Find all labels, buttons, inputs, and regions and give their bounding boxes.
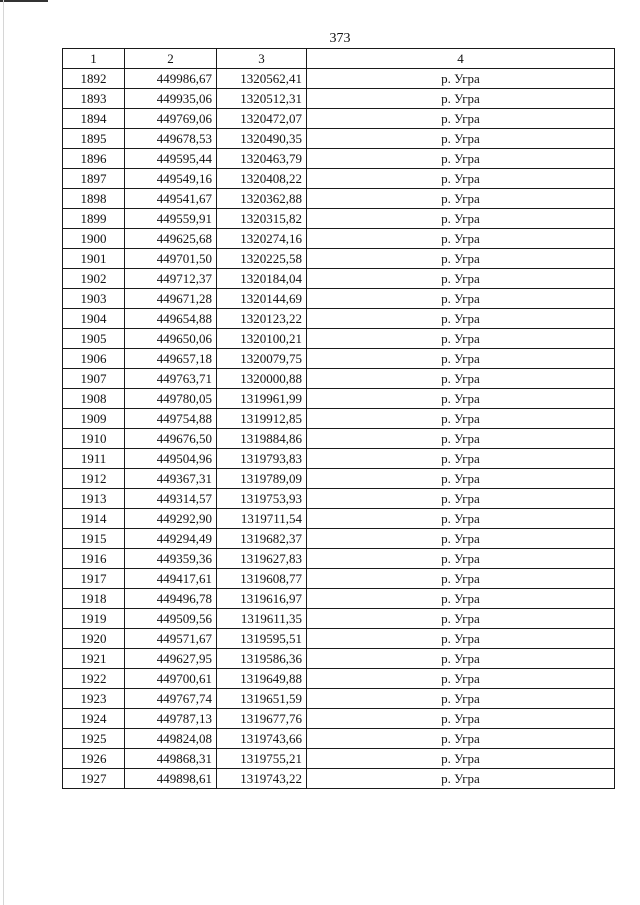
y-coordinate-cell: 1320362,88 [217,189,307,209]
description-cell: р. Угра [307,669,615,689]
x-coordinate-cell: 449700,61 [125,669,217,689]
x-coordinate-cell: 449654,88 [125,309,217,329]
x-coordinate-cell: 449367,31 [125,469,217,489]
x-coordinate-cell: 449754,88 [125,409,217,429]
description-cell: р. Угра [307,269,615,289]
y-coordinate-cell: 1319912,85 [217,409,307,429]
description-cell: р. Угра [307,229,615,249]
point-number-cell: 1900 [63,229,125,249]
table-row [63,349,615,369]
description-cell: р. Угра [307,769,615,789]
point-number-cell: 1911 [63,449,125,469]
y-coordinate-cell: 1319793,83 [217,449,307,469]
description-cell: р. Угра [307,389,615,409]
y-coordinate-cell: 1320562,41 [217,69,307,89]
coordinates-table [62,48,615,789]
x-coordinate-cell: 449763,71 [125,369,217,389]
point-number-cell: 1919 [63,609,125,629]
description-cell: р. Угра [307,169,615,189]
table-row [63,449,615,469]
description-cell: р. Угра [307,709,615,729]
table-row [63,389,615,409]
table-row [63,689,615,709]
point-number-cell: 1906 [63,349,125,369]
table-row [63,489,615,509]
description-cell: р. Угра [307,129,615,149]
y-coordinate-cell: 1320408,22 [217,169,307,189]
table-row [63,409,615,429]
point-number-cell: 1924 [63,709,125,729]
x-coordinate-cell: 449549,16 [125,169,217,189]
y-coordinate-cell: 1319611,35 [217,609,307,629]
description-cell: р. Угра [307,729,615,749]
x-coordinate-cell: 449359,36 [125,549,217,569]
y-coordinate-cell: 1320100,21 [217,329,307,349]
x-coordinate-cell: 449559,91 [125,209,217,229]
table-row [63,269,615,289]
x-coordinate-cell: 449627,95 [125,649,217,669]
table-row [63,289,615,309]
table-row [63,249,615,269]
table-row [63,769,615,789]
point-number-cell: 1896 [63,149,125,169]
y-coordinate-cell: 1319743,66 [217,729,307,749]
x-coordinate-cell: 449676,50 [125,429,217,449]
description-cell: р. Угра [307,529,615,549]
description-cell: р. Угра [307,249,615,269]
x-coordinate-cell: 449417,61 [125,569,217,589]
point-number-cell: 1912 [63,469,125,489]
y-coordinate-cell: 1320463,79 [217,149,307,169]
x-coordinate-cell: 449625,68 [125,229,217,249]
point-number-cell: 1917 [63,569,125,589]
table-row [63,629,615,649]
description-cell: р. Угра [307,89,615,109]
table-row [63,109,615,129]
x-coordinate-cell: 449671,28 [125,289,217,309]
point-number-cell: 1898 [63,189,125,209]
table-row [63,569,615,589]
y-coordinate-cell: 1319711,54 [217,509,307,529]
x-coordinate-cell: 449787,13 [125,709,217,729]
table-row [63,509,615,529]
x-coordinate-cell: 449935,06 [125,89,217,109]
description-cell: р. Угра [307,629,615,649]
scan-corner-mark [0,0,48,2]
point-number-cell: 1914 [63,509,125,529]
y-coordinate-cell: 1319884,86 [217,429,307,449]
x-coordinate-cell: 449780,05 [125,389,217,409]
point-number-cell: 1921 [63,649,125,669]
table-row [63,369,615,389]
point-number-cell: 1903 [63,289,125,309]
table-row [63,189,615,209]
table-row [63,649,615,669]
description-cell: р. Угра [307,609,615,629]
y-coordinate-cell: 1320184,04 [217,269,307,289]
y-coordinate-cell: 1320490,35 [217,129,307,149]
y-coordinate-cell: 1320000,88 [217,369,307,389]
point-number-cell: 1908 [63,389,125,409]
x-coordinate-cell: 449986,67 [125,69,217,89]
x-coordinate-cell: 449767,74 [125,689,217,709]
x-coordinate-cell: 449504,96 [125,449,217,469]
table-header-row [63,49,615,69]
x-coordinate-cell: 449712,37 [125,269,217,289]
point-number-cell: 1915 [63,529,125,549]
point-number-cell: 1897 [63,169,125,189]
table-body [63,69,615,789]
x-coordinate-cell: 449294,49 [125,529,217,549]
description-cell: р. Угра [307,449,615,469]
description-cell: р. Угра [307,149,615,169]
point-number-cell: 1907 [63,369,125,389]
column-header-4: 4 [307,49,615,69]
y-coordinate-cell: 1320472,07 [217,109,307,129]
description-cell: р. Угра [307,489,615,509]
point-number-cell: 1905 [63,329,125,349]
point-number-cell: 1902 [63,269,125,289]
x-coordinate-cell: 449595,44 [125,149,217,169]
description-cell: р. Угра [307,349,615,369]
x-coordinate-cell: 449657,18 [125,349,217,369]
point-number-cell: 1913 [63,489,125,509]
y-coordinate-cell: 1319755,21 [217,749,307,769]
description-cell: р. Угра [307,309,615,329]
y-coordinate-cell: 1319753,93 [217,489,307,509]
description-cell: р. Угра [307,409,615,429]
y-coordinate-cell: 1319961,99 [217,389,307,409]
description-cell: р. Угра [307,369,615,389]
x-coordinate-cell: 449769,06 [125,109,217,129]
column-header-2: 2 [125,49,217,69]
point-number-cell: 1926 [63,749,125,769]
x-coordinate-cell: 449898,61 [125,769,217,789]
y-coordinate-cell: 1319608,77 [217,569,307,589]
table-row [63,609,615,629]
x-coordinate-cell: 449314,57 [125,489,217,509]
description-cell: р. Угра [307,509,615,529]
y-coordinate-cell: 1320144,69 [217,289,307,309]
y-coordinate-cell: 1319682,37 [217,529,307,549]
description-cell: р. Угра [307,429,615,449]
point-number-cell: 1922 [63,669,125,689]
x-coordinate-cell: 449509,56 [125,609,217,629]
table-row [63,149,615,169]
y-coordinate-cell: 1320079,75 [217,349,307,369]
y-coordinate-cell: 1319789,09 [217,469,307,489]
x-coordinate-cell: 449868,31 [125,749,217,769]
x-coordinate-cell: 449571,67 [125,629,217,649]
point-number-cell: 1909 [63,409,125,429]
table-row [63,89,615,109]
x-coordinate-cell: 449292,90 [125,509,217,529]
point-number-cell: 1894 [63,109,125,129]
description-cell: р. Угра [307,589,615,609]
description-cell: р. Угра [307,69,615,89]
description-cell: р. Угра [307,569,615,589]
description-cell: р. Угра [307,689,615,709]
table-row [63,529,615,549]
point-number-cell: 1892 [63,69,125,89]
table-row [63,209,615,229]
table-row [63,429,615,449]
column-header-3: 3 [217,49,307,69]
description-cell: р. Угра [307,189,615,209]
y-coordinate-cell: 1319743,22 [217,769,307,789]
table-row [63,229,615,249]
description-cell: р. Угра [307,469,615,489]
y-coordinate-cell: 1319651,59 [217,689,307,709]
point-number-cell: 1925 [63,729,125,749]
point-number-cell: 1901 [63,249,125,269]
point-number-cell: 1904 [63,309,125,329]
y-coordinate-cell: 1320225,58 [217,249,307,269]
y-coordinate-cell: 1320512,31 [217,89,307,109]
y-coordinate-cell: 1319627,83 [217,549,307,569]
x-coordinate-cell: 449701,50 [125,249,217,269]
table-row [63,669,615,689]
x-coordinate-cell: 449541,67 [125,189,217,209]
description-cell: р. Угра [307,289,615,309]
point-number-cell: 1920 [63,629,125,649]
point-number-cell: 1918 [63,589,125,609]
point-number-cell: 1893 [63,89,125,109]
y-coordinate-cell: 1319616,97 [217,589,307,609]
point-number-cell: 1916 [63,549,125,569]
description-cell: р. Угра [307,749,615,769]
table-row [63,129,615,149]
page-number: 373 [329,31,351,46]
table-row [63,549,615,569]
y-coordinate-cell: 1320315,82 [217,209,307,229]
table-row [63,169,615,189]
column-header-1: 1 [63,49,125,69]
y-coordinate-cell: 1319677,76 [217,709,307,729]
point-number-cell: 1927 [63,769,125,789]
table-row [63,469,615,489]
y-coordinate-cell: 1319649,88 [217,669,307,689]
table-row [63,709,615,729]
x-coordinate-cell: 449824,08 [125,729,217,749]
description-cell: р. Угра [307,329,615,349]
description-cell: р. Угра [307,549,615,569]
y-coordinate-cell: 1320123,22 [217,309,307,329]
x-coordinate-cell: 449650,06 [125,329,217,349]
x-coordinate-cell: 449496,78 [125,589,217,609]
description-cell: р. Угра [307,209,615,229]
x-coordinate-cell: 449678,53 [125,129,217,149]
point-number-cell: 1899 [63,209,125,229]
table-row [63,749,615,769]
point-number-cell: 1910 [63,429,125,449]
y-coordinate-cell: 1320274,16 [217,229,307,249]
description-cell: р. Угра [307,649,615,669]
table-row [63,329,615,349]
point-number-cell: 1895 [63,129,125,149]
table-row [63,729,615,749]
y-coordinate-cell: 1319595,51 [217,629,307,649]
description-cell: р. Угра [307,109,615,129]
table-row [63,309,615,329]
table-row [63,69,615,89]
point-number-cell: 1923 [63,689,125,709]
table-row [63,589,615,609]
scan-edge-line [3,0,4,905]
y-coordinate-cell: 1319586,36 [217,649,307,669]
